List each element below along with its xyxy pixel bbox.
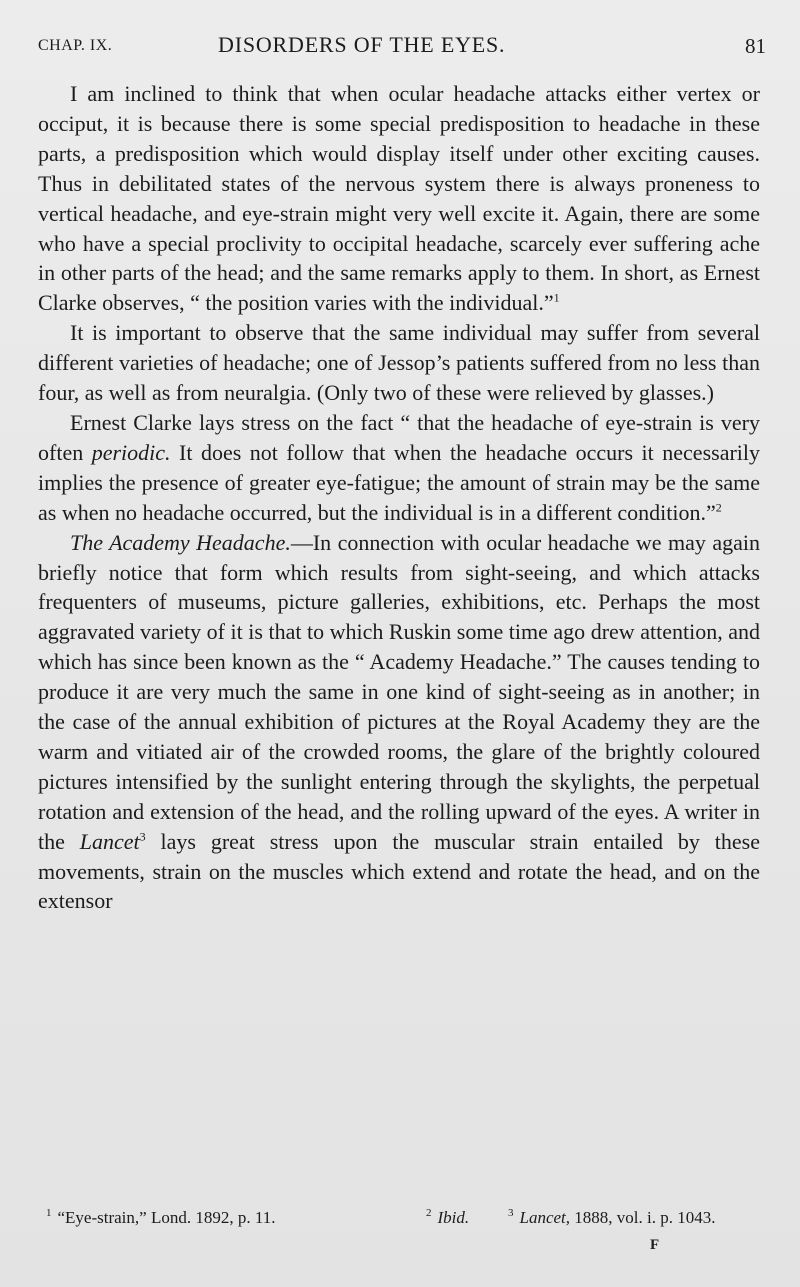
paragraph-3 xyxy=(38,408,760,528)
paragraph-4-text: —In connection with ocular headache we may again briefly notice that form which results from sight-seeing, and which attacks frequenters of museums, picture galleries, exhibitions, etc. Perhaps the most aggravated variety of it is that to which Ruskin some time ago drew attention, and which has since been known as the “ Academy Headache.” The causes tending to produce it are very much the same in one kind of sight-seeing as in another; in the case of the annual exhibition of pictures at the Royal Academy they are the warm and vitiated air of the crowded rooms, the glare of the brightly coloured pictures intensified by the sunlight entering through the skylights, the perpetual rotation and extension of the head, and the rolling upward of the eyes. A writer in the xyxy=(38,529,761,854)
paragraph-4-italic: Lancet xyxy=(79,828,140,854)
running-title: DISORDERS OF THE EYES. xyxy=(218,32,506,57)
footnotes xyxy=(38,1208,760,1232)
section-heading: The Academy Headache. xyxy=(70,529,291,555)
footnote-ref-2: 2 xyxy=(715,500,722,515)
paragraph-1-text: I am inclined to think that when ocular headache attacks either vertex or occiput, it is because there is some special predisposition to headache in these parts, a predisposition which would display itself under other exciting causes. Thus in debilitated states of the nervous system there is always proneness to vertical headache, and eye-strain might very well excite it. Again, there are some who have a special proclivity to occipital headache, scarcely ever suffering ache in other parts of the head; and the same remarks apply to them. In short, as Ernest Clarke observes, “ the position varies with the individual.” xyxy=(38,81,760,316)
footnote-3-mark: 3 xyxy=(508,1207,514,1220)
footnote-ref-1: 1 xyxy=(553,291,560,306)
footnote-3-italic: Lancet, xyxy=(519,1208,571,1227)
footnote-2-text: Ibid. xyxy=(437,1208,470,1227)
footnote-1-mark: 1 xyxy=(46,1207,52,1220)
paragraph-4-text-after: lays great stress upon the muscular strain entailed by these movements, strain on the muscles which extend and rotate the head, and on the extensor xyxy=(38,828,760,914)
running-header xyxy=(38,32,766,62)
footnote-3 xyxy=(508,1208,715,1228)
footnote-3-text: 1888, vol. i. p. 1043. xyxy=(570,1208,716,1227)
paragraph-3-text-before: Ernest Clarke lays stress on the fact “ that the headache of eye-strain is very often xyxy=(38,409,760,465)
paragraph-2 xyxy=(38,318,760,408)
footnote-2 xyxy=(426,1208,469,1228)
paragraph-4 xyxy=(38,528,760,917)
chapter-label: CHAP. IX. xyxy=(38,37,113,54)
footnote-1-text: “Eye-strain,” Lond. 1892, p. 11. xyxy=(57,1208,276,1227)
paragraph-1 xyxy=(38,79,760,318)
paragraph-3-text-after: It does not follow that when the headache occurs it necessarily implies the presence of greater eye-fatigue; the amount of strain may be the same as when no headache occurred, but the individual is in a different condition.” xyxy=(38,439,761,525)
body-text xyxy=(38,79,760,916)
page-number: 81 xyxy=(745,34,766,58)
footnote-2-mark: 2 xyxy=(426,1207,432,1220)
footnote-1 xyxy=(46,1208,275,1228)
paragraph-2-text: It is important to observe that the same individual may suffer from several different varieties of headache; one of Jessop’s patients suffered from no less than four, as well as from neuralgia. (Only two of these were relieved by glasses.) xyxy=(38,320,760,406)
paragraph-3-italic: periodic. xyxy=(91,439,171,465)
signature-mark: F xyxy=(650,1237,660,1253)
footnote-ref-3: 3 xyxy=(139,829,146,844)
